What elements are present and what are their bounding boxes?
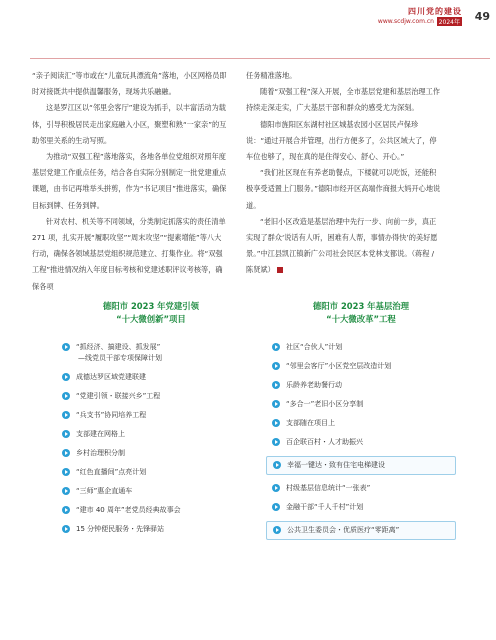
play-arrow-icon [62,373,70,381]
list-item [56,524,246,535]
list-item [266,483,456,494]
panel-title [56,300,246,326]
list-item [56,505,246,516]
play-arrow-icon [272,503,280,511]
project-panels [56,300,496,640]
list-item [266,380,456,391]
list-item [266,399,456,410]
play-arrow-icon [272,381,280,389]
list-item [266,342,456,353]
panel-title-line2: “十大微改革”工程 [326,314,396,324]
paragraph-last [246,214,442,279]
play-arrow-icon [62,449,70,457]
play-arrow-icon [62,468,70,476]
play-arrow-icon [62,430,70,438]
list-item [266,437,456,448]
play-arrow-icon [272,419,280,427]
item-label: 幸福一键达・致有住宅电梯建设 [287,461,385,469]
list-item [266,502,456,513]
magazine-name: 四川党的建设 [408,7,462,16]
play-arrow-icon [272,400,280,408]
item-label: 公共卫生委员会・优质医疗“零距离” [287,526,400,534]
list-item [266,418,456,429]
play-arrow-icon [62,506,70,514]
list-item [56,391,246,402]
play-arrow-icon [272,484,280,492]
magazine-issue: 2024年 [438,19,460,26]
list-item [56,467,246,478]
item-label: 村级基层信息统计“一张表” [286,484,371,492]
item-label: 支部随在项目上 [286,419,335,427]
play-arrow-icon [272,438,280,446]
panel-title-line2: “十大微创新”项目 [116,314,186,324]
play-arrow-icon [273,526,281,534]
item-label: “三师”惠企直通车 [76,487,133,495]
item-label: 金融干部“千人千村”计划 [286,503,364,511]
list-item [56,410,246,421]
list-item [266,361,456,372]
item-label: “红色直播间”点亮计划 [76,468,147,476]
list-item [56,429,246,440]
list-item [56,342,246,364]
play-arrow-icon [62,525,70,533]
paragraph: 德阳市旌阳区东湖村社区城基农园小区居民卢保珍说：“通过开展合并管理，出行方便多了，公共区域大了，停车位也够了，现在真的是住得安心、舒心、开心。” [246,119,437,162]
header-divider [30,58,490,59]
page-header [290,4,490,44]
panel-title [266,300,456,326]
item-label: “多合一”老旧小区分享制 [286,400,364,408]
item-label: “兵支书”协同培养工程 [76,411,147,419]
panel-list [266,342,456,540]
paragraph: 随着“双强工程”深入开展，全市基层党建和基层治理工作持续走深走实，广大基层干部和群众的感受尤为深刻。 [246,87,440,113]
panel-title-line1: 德阳市 2023 年党建引领 [102,301,200,311]
item-sublabel: —线党员干部专项保障计划 [78,354,162,362]
list-item-highlighted [266,456,456,475]
list-item [56,486,246,497]
play-arrow-icon [62,411,70,419]
panel-title-line1: 德阳市 2023 年基层治理 [312,301,410,311]
article-column-left [32,68,228,295]
play-arrow-icon [62,343,70,351]
item-label: “抓经济、搞建设、抓发展” [76,343,161,351]
item-label: 社区“合伙人”计划 [286,343,343,351]
item-label: 15 分钟便民服务・先锋驿站 [76,525,165,533]
play-arrow-icon [62,392,70,400]
play-arrow-icon [62,487,70,495]
panel-micro-reform [266,300,456,548]
list-item [56,448,246,459]
item-label: “邻里会客厅”小区党空层改造计划 [286,362,392,370]
paragraph-text: “老旧小区改造是基层治理中先行一步、向前一步，真正实现了群众‘说话有人听，困难有人帮，事情办得快’的美好愿景。”中江县凯江镇新广公司社会民区本党林支都说。（蒋程 / 陈贤斌） [246,216,438,275]
play-arrow-icon [272,343,280,351]
paragraph: 针对农村、机关等不同领域，分类制定抓落实的责任清单 271 项，扎实开展“履职攻坚”“周末攻坚”“提素增能”等八大行动，确保各领域基层党组织规范建立、打集作业。将“双强工程”推进情况纳入年度目标考核和党建述职评议考核等，确保各项 [32,216,226,291]
item-label: 乐龄养老助餐行动 [286,381,342,389]
magazine-url[interactable]: www.scdjw.com.cn [377,18,434,25]
paragraph: 任务精准落地。 [246,71,297,80]
item-label: 百企联百村・人才助振兴 [286,438,363,446]
paragraph: 为推动“双强工程”落地落实，各地各单位党组织对照年度基层党建工作重点任务，结合各自实际分别制定一批党建重点课题，由书记再堆举头拼剪，作为“书记项目”推进落实，确保目标到牌、任务到牌。 [32,152,227,210]
panel-micro-innovation [56,300,246,543]
item-label: “建市 40 周年”老党员经典故事会 [76,506,181,514]
item-label: “党建引领・联接兴乡”工程 [76,392,161,400]
panel-list [56,342,246,535]
list-item-highlighted [266,521,456,540]
page-number: 49 [474,10,490,23]
article-column-right [246,68,442,279]
list-item [56,372,246,383]
play-arrow-icon [273,461,281,469]
paragraph: “亲子阅读汇”等市或在“儿童玩具漂流角”落地，小区网格员即时对接既共中提供温馨服务，现场共乐融融。 [32,71,227,97]
item-label: 支部建在网格上 [76,430,125,438]
article-end-icon [277,267,283,273]
item-label: 成德达罗区域党建联建 [76,373,146,381]
paragraph: “我们社区现在有养老助餐点，下楼就可以吃饭，还能积极享受适置上门服务。”德阳市经开区高端作商报大妈开心地说道。 [246,168,441,210]
play-arrow-icon [272,362,280,370]
item-label: 乡村治理积分制 [76,449,125,457]
paragraph: 这是罗江区以“邻里会客厅”建设为抓手，以丰富活动为载体，引导积极居民走出家庭融入小区，聚塑和熟“一家亲”的互助邻里关系的生动写照。 [32,103,227,145]
